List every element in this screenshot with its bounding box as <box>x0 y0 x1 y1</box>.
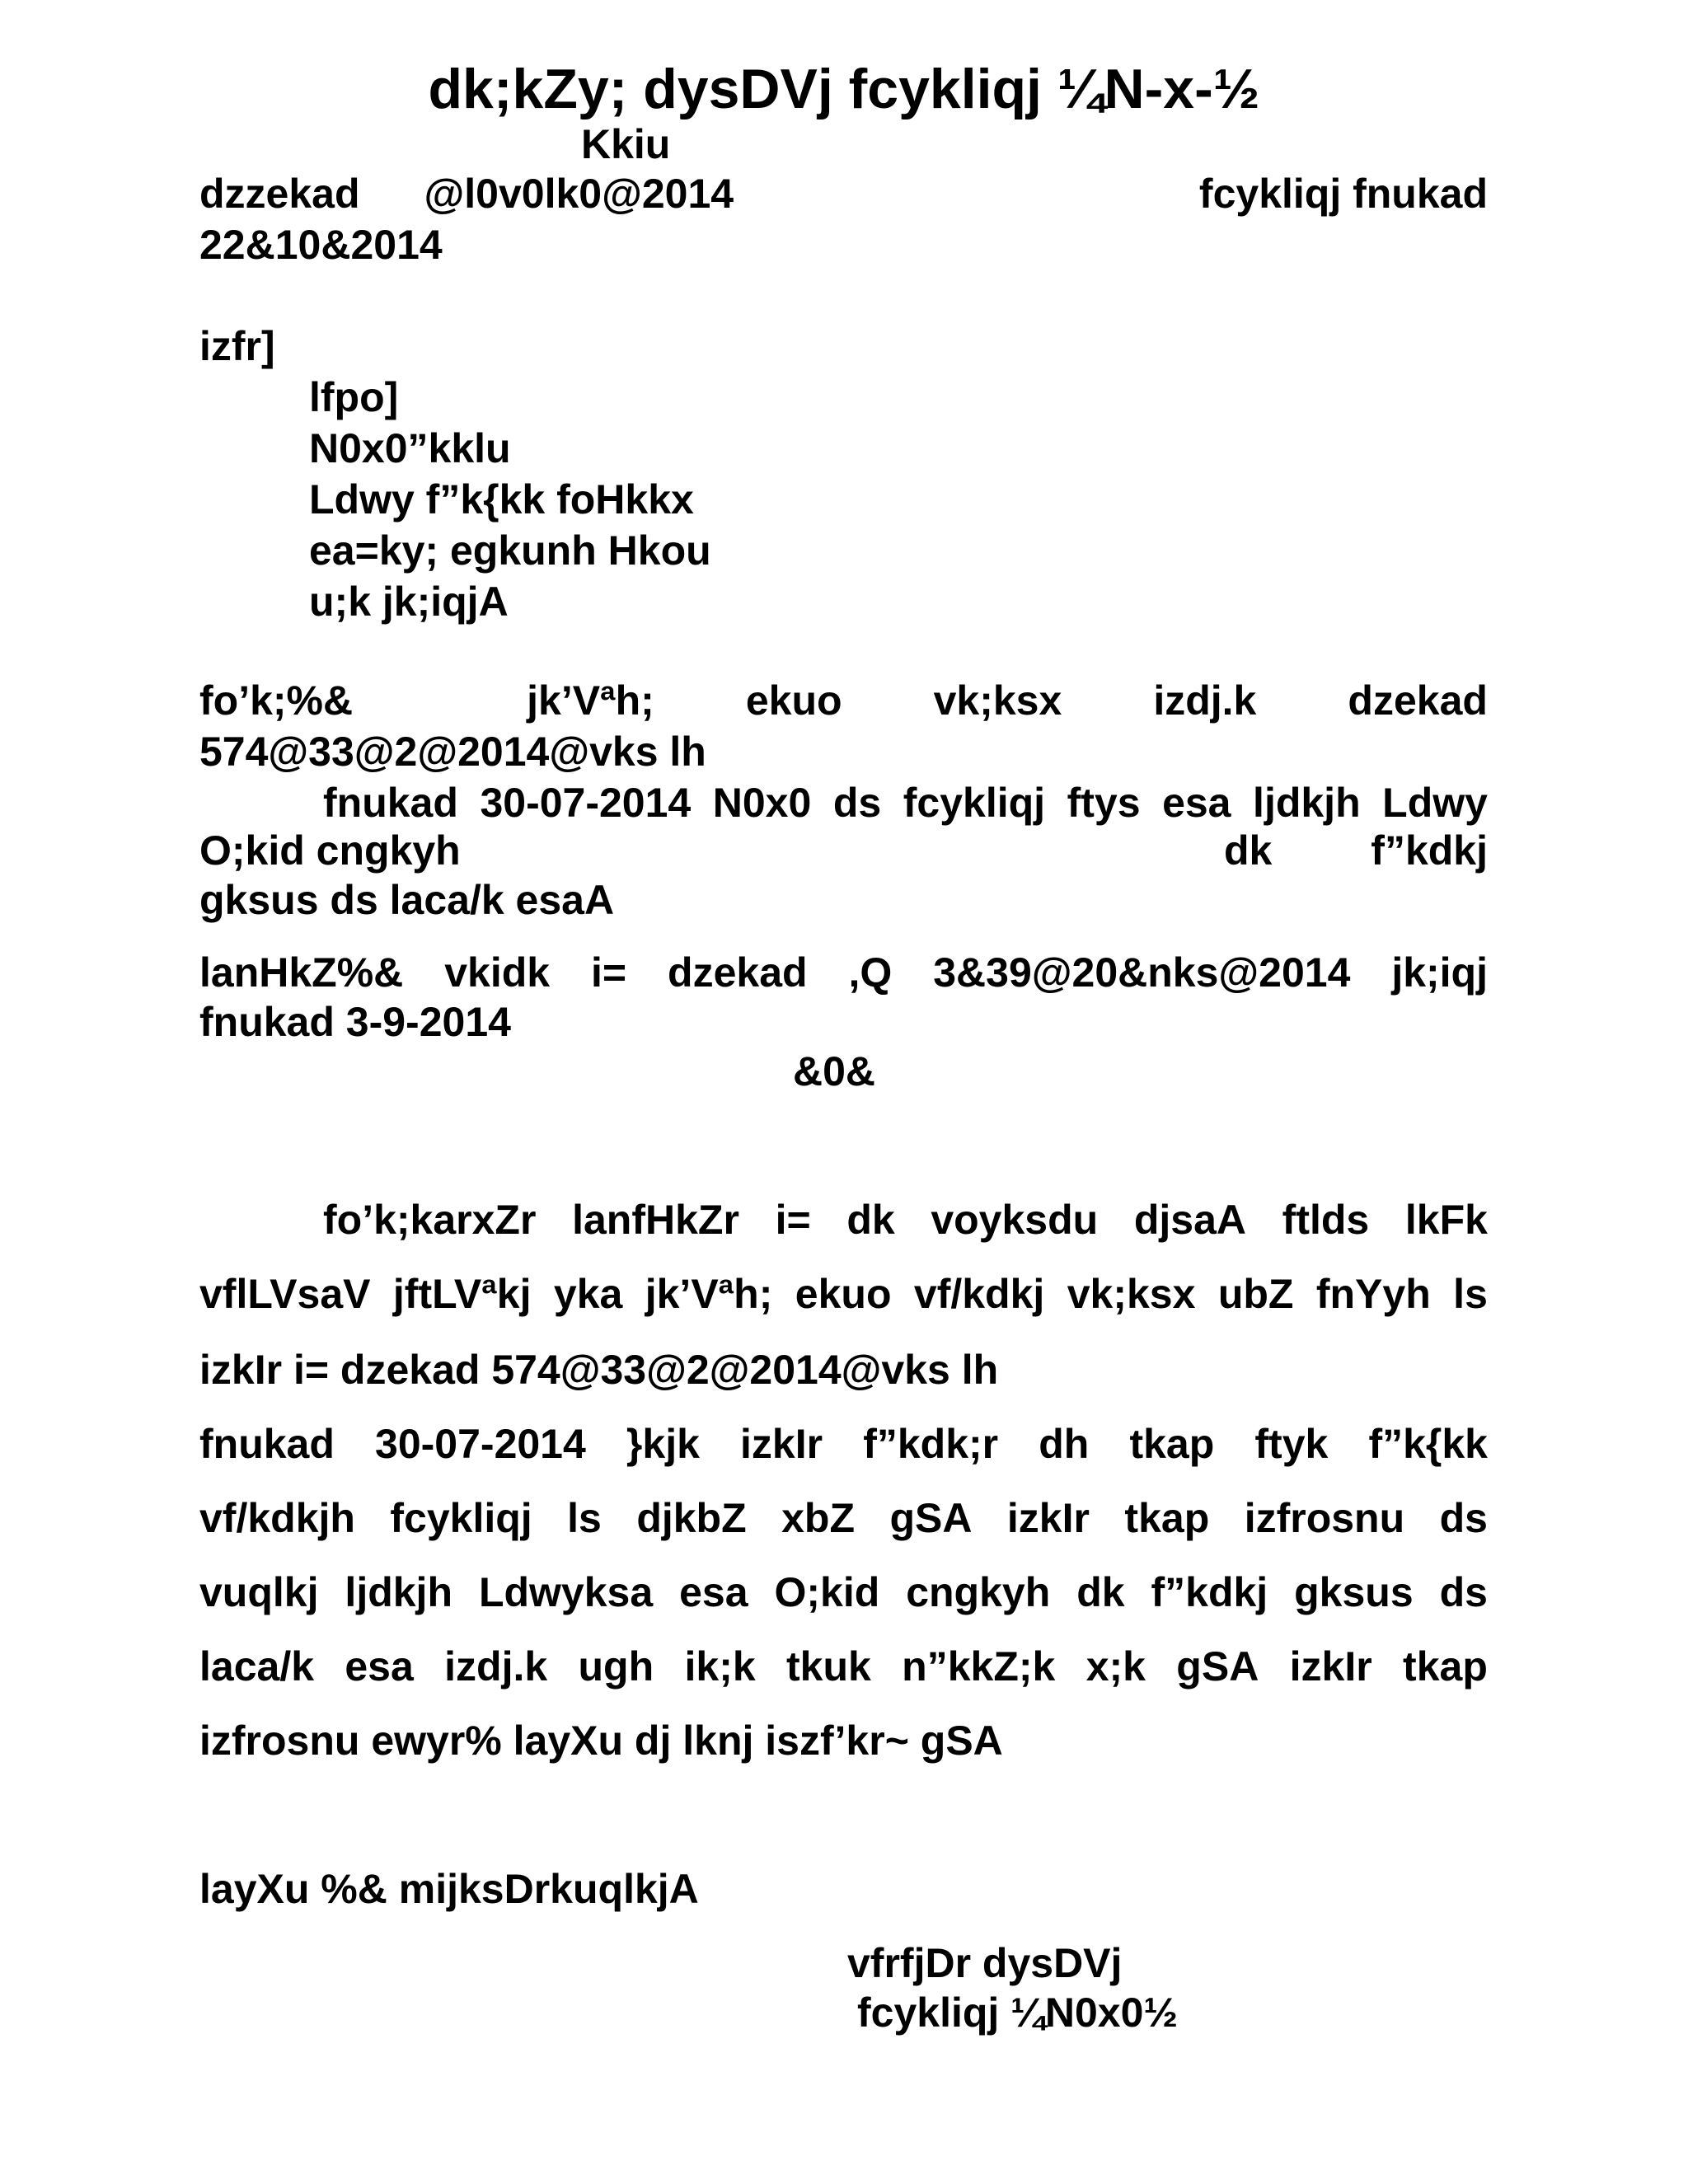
body-word: Ldwyksa <box>478 1569 654 1615</box>
detail-word: dk <box>1223 827 1273 874</box>
body-line <box>199 1419 1488 1469</box>
body-word: vflLVsaV <box>199 1271 371 1317</box>
body-word: ftlds <box>1282 1197 1370 1243</box>
reference-line <box>199 948 1488 997</box>
body-line <box>199 1269 1488 1319</box>
detail-word: ftys <box>1067 780 1141 826</box>
body-word: f”k{kk <box>1368 1421 1488 1467</box>
body-word: lkFk <box>1404 1197 1488 1243</box>
body-line <box>199 1493 1488 1543</box>
detail-word: esa <box>1162 780 1231 826</box>
body-word: x;k <box>1085 1643 1146 1690</box>
body-word: lanfHkZr <box>572 1197 739 1243</box>
body-word: tkap <box>1403 1643 1488 1690</box>
body-word: n”kkZ;k <box>902 1643 1056 1690</box>
body-word: ftyk <box>1254 1421 1329 1467</box>
detail-word: Ldwy <box>1382 780 1488 826</box>
body-line: izkIr i= dzekad 574@33@2@2014@vks lh <box>199 1347 999 1393</box>
body-word: cngkyh <box>906 1569 1051 1615</box>
body-word: djsaA <box>1133 1197 1247 1243</box>
to-label: izfr] <box>199 323 275 369</box>
subject-line <box>199 676 1488 725</box>
body-word: fo’k;karxZr <box>323 1197 537 1243</box>
detail-word: fnukad <box>323 780 458 826</box>
subject-detail-line-2 <box>199 826 1488 875</box>
body-word: fnYyh <box>1315 1271 1431 1317</box>
subject-word: izdj.k <box>1153 677 1257 724</box>
recipient-line: N0x0”kklu <box>309 425 511 471</box>
body-line: izfrosnu ewyr% layXu dj lknj iszf’kr~ gSA <box>199 1718 1003 1764</box>
recipient-line: u;k jk;iqjA <box>309 579 509 625</box>
body-word: f”kdkj <box>1151 1569 1268 1615</box>
body-line <box>199 1568 1488 1617</box>
body-word: voyksdu <box>931 1197 1099 1243</box>
subject-word: vk;ksx <box>933 677 1062 724</box>
separator: &0& <box>793 1048 876 1094</box>
date-label: fcykliqj fnukad <box>1198 171 1488 217</box>
body-word: fnukad <box>199 1421 335 1467</box>
body-word: tkap <box>1124 1495 1210 1541</box>
body-word: esa <box>679 1569 748 1615</box>
body-line <box>323 1195 1488 1244</box>
body-word: esa <box>345 1643 414 1690</box>
body-word: yka <box>553 1271 623 1317</box>
body-word: jk’Vªh; <box>645 1271 773 1317</box>
body-word: ekuo <box>795 1271 892 1317</box>
body-word: ds <box>1439 1495 1488 1541</box>
detail-word: ljdkjh <box>1253 780 1361 826</box>
body-word: ik;k <box>684 1643 756 1690</box>
reference-word: i= <box>591 949 627 996</box>
body-word: gksus <box>1294 1569 1414 1615</box>
subject-line-2: 574@33@2@2014@vks lh <box>199 729 706 775</box>
body-word: vuqlkj <box>199 1569 319 1615</box>
body-word: ls <box>1453 1271 1488 1317</box>
body-word: izkIr <box>740 1421 823 1467</box>
subject-label: fo’k;%& <box>199 677 354 724</box>
body-word: fcykliqj <box>390 1495 532 1541</box>
body-word: f”kdk;r <box>863 1421 999 1467</box>
reference-word: ,Q <box>848 949 893 996</box>
body-word: laca/k <box>199 1643 315 1690</box>
detail-word: N0x0 <box>712 780 812 826</box>
reference-word: dzekad <box>668 949 808 996</box>
subject-detail-line-3: gksus ds laca/k esaA <box>199 877 615 923</box>
reference-word: jk;iqj <box>1391 949 1488 996</box>
subject-word: ekuo <box>745 677 842 724</box>
recipient-line: ea=ky; egkunh Hkou <box>309 527 711 574</box>
subject-word: dzekad <box>1348 677 1488 724</box>
document-title: dk;kZy; dysDVj fcykliqj ¼N-x-½ <box>428 58 1260 120</box>
enclosure-line: layXu %& mijksDrkuqlkjA <box>199 1866 699 1912</box>
body-word: gSA <box>1176 1643 1259 1690</box>
body-word: ds <box>1439 1569 1488 1615</box>
signature-location: fcykliqj ¼N0x0½ <box>857 1990 1179 2036</box>
detail-word: fcykliqj <box>903 780 1046 826</box>
subject-word: jk’Vªh; <box>527 677 654 724</box>
reference-label: lanHkZ%& <box>199 949 404 996</box>
body-word: i= <box>775 1197 811 1243</box>
recipient-line: Ldwy f”k{kk foHkkx <box>309 476 694 523</box>
reference-word: vkidk <box>444 949 551 996</box>
body-word: O;kid <box>774 1569 880 1615</box>
body-word: dk <box>846 1197 895 1243</box>
body-word: tkuk <box>786 1643 871 1690</box>
body-word: izkIr <box>1289 1643 1372 1690</box>
reference-word: 3&39@20&nks@2014 <box>933 949 1351 996</box>
body-word: vk;ksx <box>1067 1271 1196 1317</box>
ref-number: @l0v0lk0@2014 <box>424 171 734 217</box>
body-word: ls <box>567 1495 602 1541</box>
body-word: vf/kdkj <box>913 1271 1045 1317</box>
signature-designation: vfrfjDr dysDVj <box>847 1940 1123 1986</box>
body-line <box>199 1642 1488 1691</box>
body-word: gSA <box>889 1495 973 1541</box>
body-word: izfrosnu <box>1244 1495 1405 1541</box>
body-word: izkIr <box>1006 1495 1090 1541</box>
date-value: 22&10&2014 <box>199 222 443 268</box>
body-word: ljdkjh <box>345 1569 452 1615</box>
body-word: 30-07-2014 <box>375 1421 586 1467</box>
body-word: tkap <box>1129 1421 1215 1467</box>
detail-word: O;kid cngkyh <box>199 827 461 874</box>
body-word: izdj.k <box>444 1643 548 1690</box>
detail-word: 30-07-2014 <box>480 780 692 826</box>
document-subtitle: Kkiu <box>581 121 671 167</box>
recipient-line: lfpo] <box>309 374 399 420</box>
body-word: dh <box>1039 1421 1090 1467</box>
subject-detail-line-1 <box>323 778 1488 827</box>
detail-word: f”kdkj <box>1371 827 1488 874</box>
body-word: ugh <box>578 1643 654 1690</box>
body-word: dk <box>1076 1569 1125 1615</box>
body-word: vf/kdkjh <box>199 1495 355 1541</box>
detail-word: ds <box>832 780 882 826</box>
reference-line-2: fnukad 3-9-2014 <box>199 999 511 1045</box>
reference-date-row <box>199 169 1488 218</box>
body-word: }kjk <box>626 1421 700 1467</box>
body-word: djkbZ <box>636 1495 747 1541</box>
ref-prefix: dzzekad <box>199 171 360 217</box>
body-word: xbZ <box>781 1495 855 1541</box>
body-word: jftLVªkj <box>392 1271 532 1317</box>
body-word: ubZ <box>1217 1271 1294 1317</box>
